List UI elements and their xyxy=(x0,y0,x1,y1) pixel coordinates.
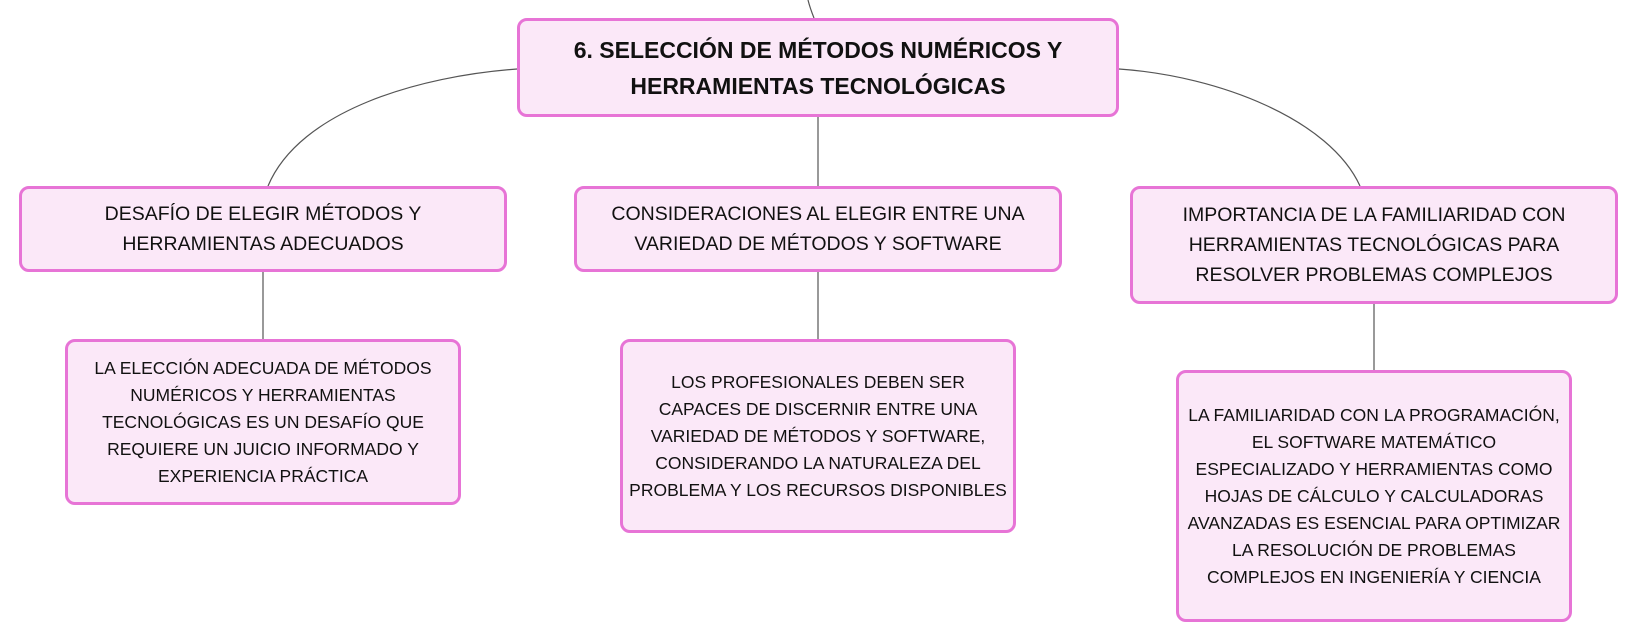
detail-node-consideraciones[interactable] xyxy=(620,339,1016,533)
topic-label: DESAFÍO DE ELEGIR MÉTODOS Y HERRAMIENTAS ADECUADOS xyxy=(104,203,422,255)
root-title: 6. SELECCIÓN DE MÉTODOS NUMÉRICOS Y HERRAMIENTAS TECNOLÓGICAS xyxy=(573,36,1063,99)
detail-node-desafio[interactable] xyxy=(65,339,461,505)
connector-root-to-topic-3 xyxy=(1119,69,1360,186)
connector-parent-to-root xyxy=(808,0,814,18)
topic-label: CONSIDERACIONES AL ELEGIR ENTRE UNA VARIEDAD DE MÉTODOS Y SOFTWARE xyxy=(611,203,1025,255)
connector-root-to-topic-1 xyxy=(268,69,517,186)
root-node[interactable] xyxy=(517,18,1119,117)
detail-text: LOS PROFESIONALES DEBEN SER CAPACES DE DISCERNIR ENTRE UNA VARIEDAD DE MÉTODOS Y SOFTWARE, CONSIDERANDO LA NATURALEZA DEL PROBLEMA Y LOS RECURSOS DISPONIBLES xyxy=(629,371,1007,500)
detail-node-importancia[interactable] xyxy=(1176,370,1572,622)
detail-text: LA FAMILIARIDAD CON LA PROGRAMACIÓN, EL SOFTWARE MATEMÁTICO ESPECIALIZADO Y HERRAMIENTAS COMO HOJAS DE CÁLCULO Y CALCULADORAS AVANZADAS ES ESENCIAL PARA OPTIMIZAR LA RESOLUCIÓN DE PROBLEMAS COMPLEJOS EN INGENIERÍA Y CIENCIA xyxy=(1187,404,1561,587)
topic-node-desafio[interactable] xyxy=(19,186,507,272)
topic-label: IMPORTANCIA DE LA FAMILIARIDAD CON HERRAMIENTAS TECNOLÓGICAS PARA RESOLVER PROBLEMAS COMPLEJOS xyxy=(1182,204,1566,286)
topic-node-importancia[interactable] xyxy=(1130,186,1618,304)
detail-text: LA ELECCIÓN ADECUADA DE MÉTODOS NUMÉRICOS Y HERRAMIENTAS TECNOLÓGICAS ES UN DESAFÍO QUE REQUIERE UN JUICIO INFORMADO Y EXPERIENCIA PRÁCTICA xyxy=(94,357,432,486)
topic-node-consideraciones[interactable] xyxy=(574,186,1062,272)
